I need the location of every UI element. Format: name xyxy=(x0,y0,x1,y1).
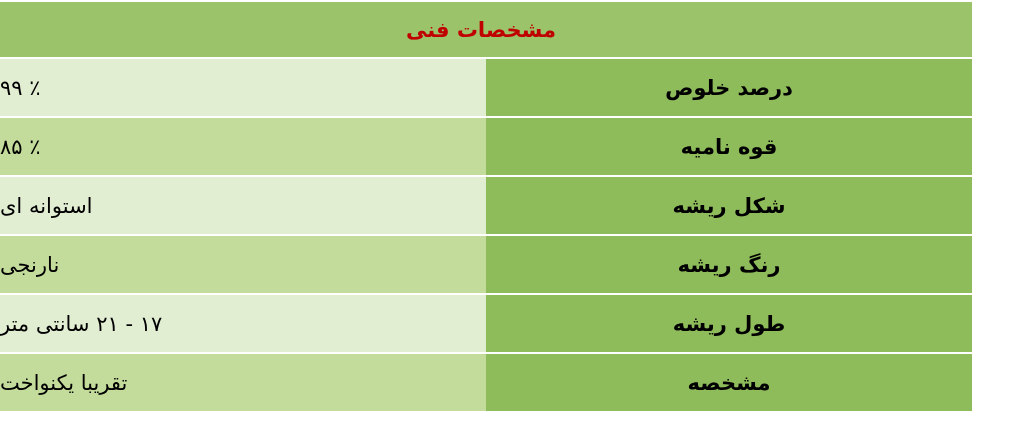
row-value-root-color: نارنجی xyxy=(0,236,486,293)
table-row xyxy=(0,118,972,175)
table-row xyxy=(0,236,972,293)
row-value-characteristic: تقریبا یکنواخت xyxy=(0,354,486,411)
table-body xyxy=(0,2,972,411)
table-row xyxy=(0,354,972,411)
row-label-root-length: طول ریشه xyxy=(486,295,972,352)
row-label-root-shape: شکل ریشه xyxy=(486,177,972,234)
table-row xyxy=(0,295,972,352)
table-row xyxy=(0,177,972,234)
row-label-characteristic: مشخصه xyxy=(486,354,972,411)
table-title-row xyxy=(0,2,972,57)
row-value-purity: ٪ ۹۹ xyxy=(0,59,486,116)
row-value-root-shape: استوانه ای xyxy=(0,177,486,234)
table-row xyxy=(0,59,972,116)
row-label-germination: قوه نامیه xyxy=(486,118,972,175)
row-label-root-color: رنگ ریشه xyxy=(486,236,972,293)
row-value-root-length: ۱۷ - ۲۱ سانتی متر xyxy=(0,295,486,352)
table-title: مشخصات فنی xyxy=(0,2,972,57)
row-value-germination: ٪ ۸۵ xyxy=(0,118,486,175)
row-label-purity: درصد خلوص xyxy=(486,59,972,116)
